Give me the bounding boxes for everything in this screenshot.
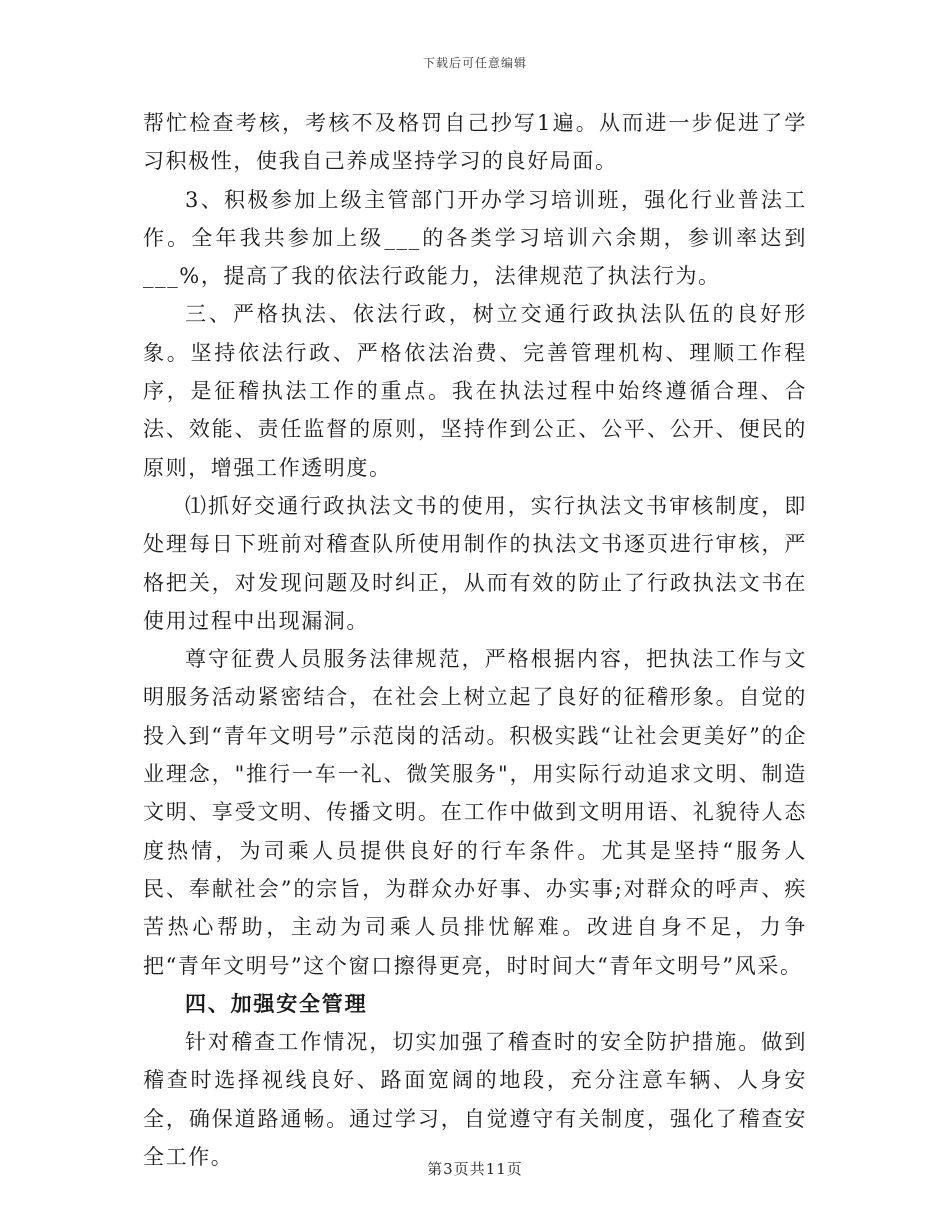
paragraph-3: 三、严格执法、依法行政，树立交通行政执法队伍的良好形象。坚持依法行政、严格依法治费、完善管理机构、理顺工作程序，是征稽执法工作的重点。我在执法过程中始终遵循合理、合法、效能、责任监督的原则，坚持作到公正、公平、公开、便民的原则，增强工作透明度。: [143, 302, 807, 480]
paragraph-1: 帮忙检查考核，考核不及格罚自己抄写1遍。从而进一步促进了学习积极性，使我自己养成坚持学习的良好局面。: [143, 111, 807, 174]
paragraph-4: ⑴抓好交通行政执法文书的使用，实行执法文书审核制度，即处理每日下班前对稽查队所使用制作的执法文书逐页进行审核，严格把关，对发现问题及时纠正，从而有效的防止了行政执法文书在使用过程中出现漏洞。: [143, 493, 807, 633]
document-body: [143, 104, 807, 1176]
section-heading: 四、加强安全管理: [185, 991, 368, 1016]
page-number: 第3页共11页: [427, 1160, 523, 1178]
paragraph-2: 3、积极参加上级主管部门开办学习培训班，强化行业普法工作。全年我共参加上级___的各类学习培训六余期，参训率达到___%，提高了我的依法行政能力，法律规范了执法行为。: [143, 187, 807, 289]
paragraph-5: 尊守征费人员服务法律规范，严格根据内容，把执法工作与文明服务活动紧密结合，在社会上树立起了良好的征稽形象。自觉的投入到“青年文明号”示范岗的活动。积极实践“让社会更美好”的企业理念，"推行一车一礼、微笑服务"，用实际行动追求文明、制造文明、享受文明、传播文明。在工作中做到文明用语、礼貌待人态度热情，为司乘人员提供良好的行车条件。尤其是坚持“服务人民、奉献社会”的宗旨，为群众办好事、办实事;对群众的呼声、疾苦热心帮助，主动为司乘人员排忧解难。改进自身不足，力争把“青年文明号”这个窗口擦得更亮，时时间大“青年文明号”风采。: [143, 647, 807, 978]
page-header: 下载后可任意编辑: [422, 56, 527, 70]
paragraph-6: 针对稽查工作情况，切实加强了稽查时的安全防护措施。做到稽查时选择视线良好、路面宽阔的地段，充分注意车辆、人身安全，确保道路通畅。通过学习，自觉遵守有关制度，强化了稽查安全工作。: [143, 1030, 807, 1170]
